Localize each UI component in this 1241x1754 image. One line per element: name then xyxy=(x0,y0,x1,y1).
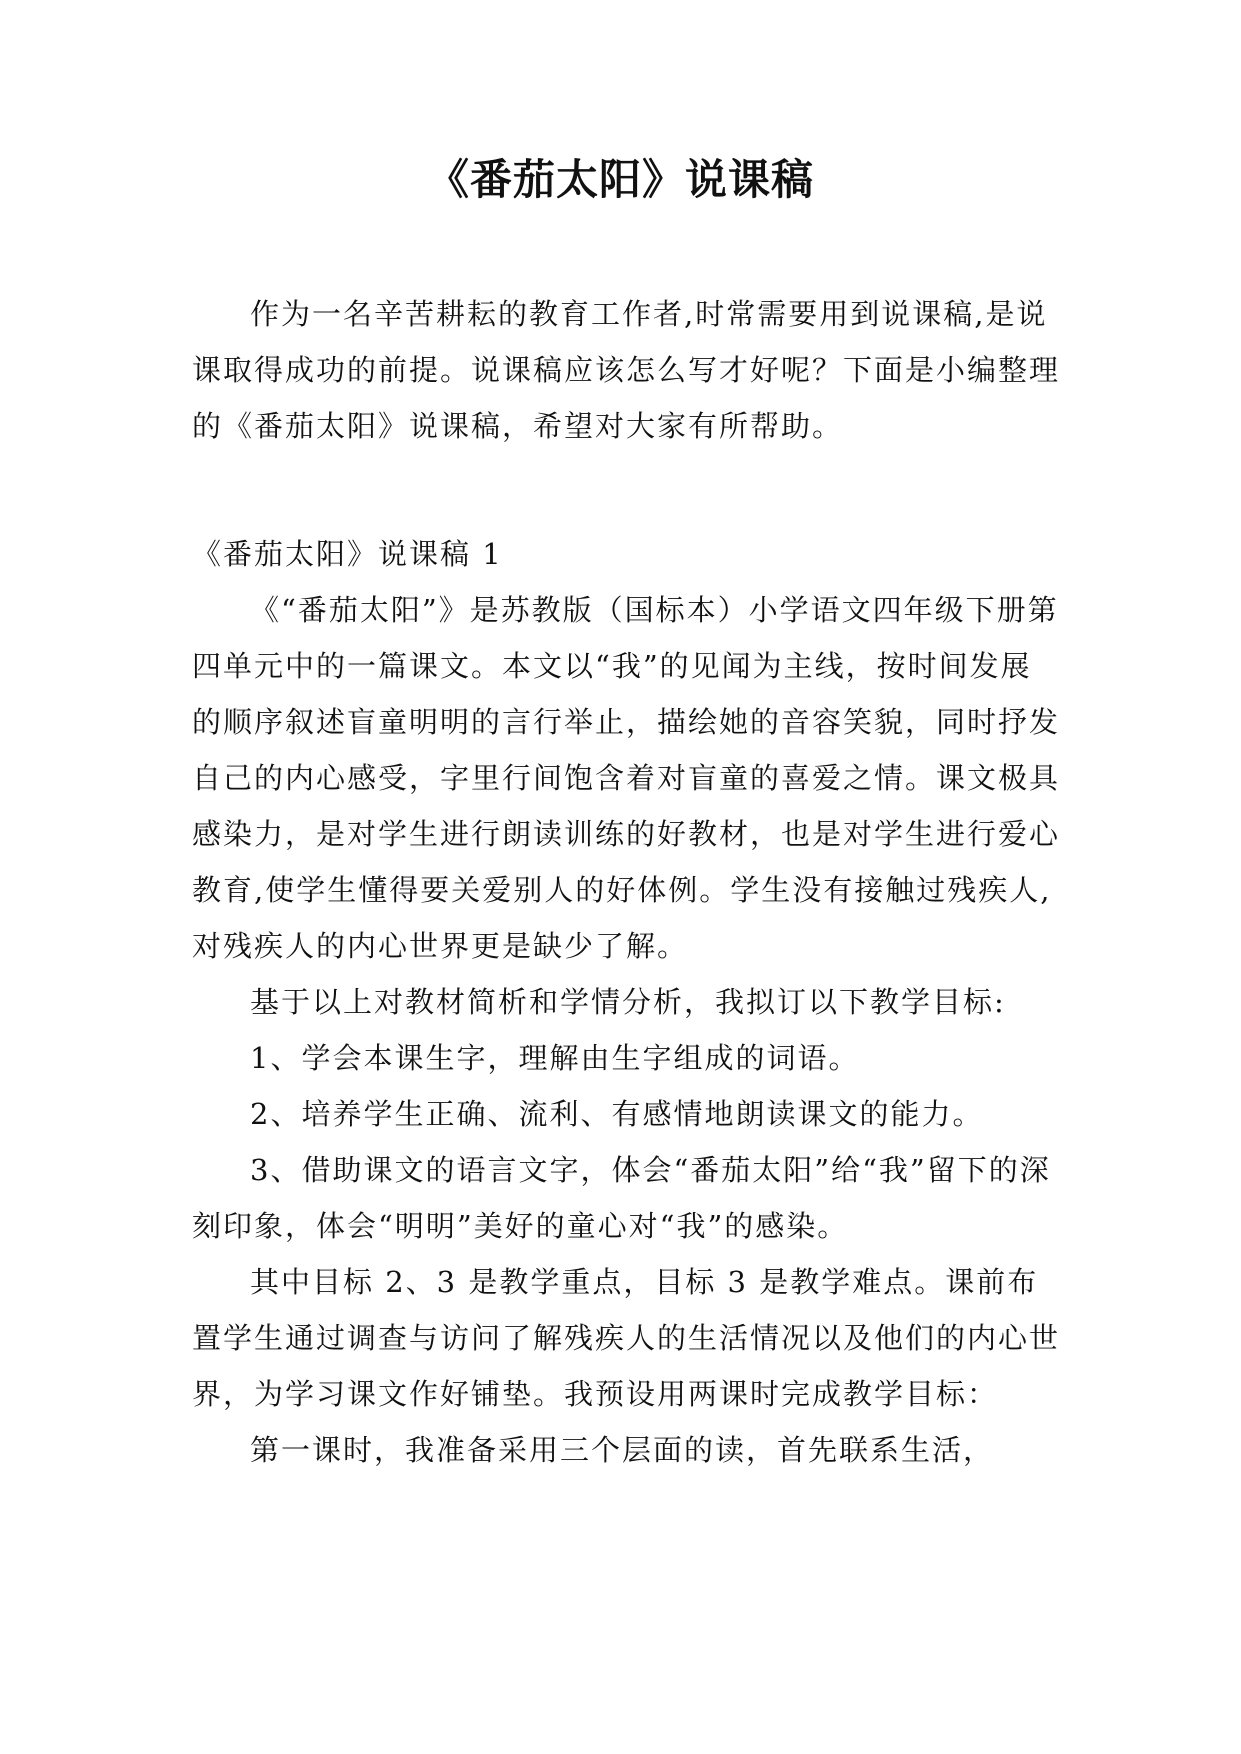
intro-paragraph: 作为一名辛苦耕耘的教育工作者,时常需要用到说课稿,是说课取得成功的前提。说课稿应该怎么写才好呢？下面是小编整理的《番茄太阳》说课稿，希望对大家有所帮助。 xyxy=(192,297,1061,443)
paragraph-first-lesson: 第一课时，我准备采用三个层面的读，首先联系生活， xyxy=(250,1433,995,1467)
document-title: 《番茄太阳》说课稿 xyxy=(426,155,814,204)
paragraph-key-points: 其中目标 2、3 是教学重点，目标 3 是教学难点。课前布置学生通过调查与访问了解残疾人的生活情况以及他们的内心世界，为学习课文作好铺垫。我预设用两课时完成教学目标： xyxy=(192,1265,1061,1411)
section-body xyxy=(192,582,1062,1478)
paragraph-objective-3: 3、借助课文的语言文字，体会“番茄太阳”给“我”留下的深刻印象，体会“明明”美好的童心对“我”的感染。 xyxy=(192,1153,1051,1243)
section-title: 《番茄太阳》说课稿 1 xyxy=(192,537,503,571)
paragraph-objective-2: 2、培养学生正确、流利、有感情地朗读课文的能力。 xyxy=(250,1097,984,1131)
paragraph-textbook-analysis: 《“番茄太阳”》是苏教版（国标本）小学语文四年级下册第四单元中的一篇课文。本文以“我”的见闻为主线，按时间发展的顺序叙述盲童明明的言行举止，描绘她的音容笑貌，同时抒发自己的内心感受，字里行间饱含着对盲童的喜爱之情。课文极具感染力，是对学生进行朗读训练的好教材，也是对学生进行爱心教育,使学生懂得要关爱别人的好体例。学生没有接触过残疾人,对残疾人的内心世界更是缺少了解。 xyxy=(192,593,1061,963)
paragraph-objective-1: 1、学会本课生字，理解由生字组成的词语。 xyxy=(250,1041,860,1075)
paragraph-objectives-intro: 基于以上对教材简析和学情分析，我拟订以下教学目标: xyxy=(250,985,1006,1019)
